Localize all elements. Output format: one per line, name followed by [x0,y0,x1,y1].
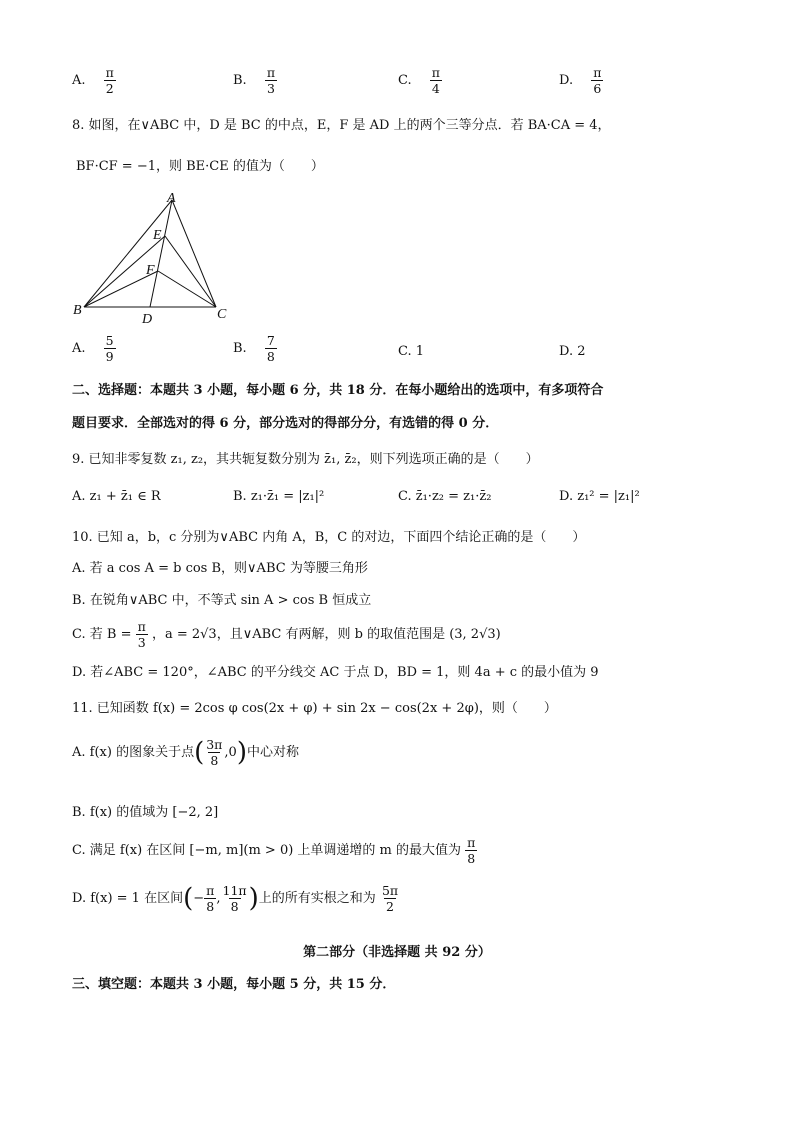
frac-num: 3π [206,737,223,752]
frac-den: 3 [266,81,275,97]
frac-den: 4 [431,81,440,97]
frac-num: π [467,835,476,850]
option-label: C. [398,73,412,89]
frac-den: 9 [105,349,114,365]
frac-num: 7 [266,333,275,348]
frac-num: π [137,619,146,634]
label-a: A [167,191,176,206]
q7-option-b [233,66,277,95]
part2-title: 第二部分（非选择题 共 92 分） [303,945,491,960]
option-label: D. [559,73,574,89]
q8-triangle-figure [70,190,240,330]
q9-option-a: A. z₁ + z̄₁ ∈ R [72,489,161,504]
frac-den: 8 [206,899,215,915]
label-e: E [153,228,162,243]
option-text: C. 满足 f(x) 在区间 [−m, m](m > 0) 上单调递增的 m 的最大值为 [72,843,462,859]
option-label: C. [398,344,412,359]
q9-option-b: B. z₁·z̄₁ = |z₁|² [233,489,325,504]
frac-num: π [431,65,440,80]
section3-heading: 三、填空题：本题共 3 小题，每小题 5 分，共 15 分． [72,977,396,992]
q10-stem: 10. 已知 a，b，c 分别为∨ABC 内角 A，B，C 的对边，下面四个结论正确的是（ ） [72,530,586,545]
option-text: C. 若 B = [72,627,132,643]
q9-option-c: C. z̄₁·z₂ = z₁·z̄₂ [398,489,492,504]
q11-option-a [72,738,299,767]
q10-option-a: A. 若 a cos A = b cos B，则∨ABC 为等腰三角形 [72,561,368,576]
option-text: D. f(x) = 1 在区间 [72,891,184,907]
option-label: A. [72,73,86,89]
frac-num: π [266,65,276,80]
segment-ce [165,236,216,307]
q8-option-b [233,334,277,363]
frac-num: π [105,65,114,80]
frac-den: 3 [137,635,146,651]
label-b: B [73,303,82,318]
frac-den: 8 [230,899,239,915]
segment-cf [158,271,216,307]
q8-stem-line2: BF·CF = −1，则 BE·CE 的值为（ ） [76,159,324,174]
edge-ab [84,200,172,307]
frac-num: 5 [105,333,114,348]
q11-stem: 11. 已知函数 f(x) = 2cos φ cos(2x + φ) + sin 2x − cos(2x + 2φ)，则（ ） [72,701,557,716]
q9-option-d: D. z₁² = |z₁|² [559,489,640,504]
option-label: B. [233,73,247,89]
q8-option-c [398,344,424,359]
option-text: ，a = 2√3，且∨ABC 有两解，则 b 的取值范围是 (3, 2√3) [151,627,501,643]
option-label: B. [233,341,247,357]
frac-num: 11π [222,883,247,898]
q7-option-d [559,66,603,95]
frac-den: 2 [105,81,114,97]
frac-den: 2 [386,899,394,915]
right-paren: ) [248,883,259,914]
q10-option-d: D. 若∠ABC = 120°，∠ABC 的平分线交 AC 于点 D，BD = 1，则 4a + c 的最小值为 9 [72,665,599,680]
median-ad [150,200,172,307]
q9-stem: 9. 已知非零复数 z₁, z₂，其共轭复数分别为 z̄₁, z̄₂，则下列选项正确的是（ ） [72,452,539,467]
q10-option-c [72,620,501,649]
label-c: C [217,307,227,322]
section2-heading-line2: 题目要求．全部选对的得 6 分，部分选对的得部分分，有选错的得 0 分． [72,416,499,431]
section2-heading-line1: 二、选择题：本题共 3 小题，每小题 6 分，共 18 分．在每小题给出的选项中，有多项符合 [72,383,604,398]
frac-num: π [593,65,602,80]
option-text: 中心对称 [246,745,299,761]
option-value: 2 [577,344,586,359]
right-paren: ) [236,737,247,768]
option-value: 1 [415,344,425,359]
label-d: D [142,312,153,327]
frac-num: 5π [381,883,399,898]
option-text: 上的所有实根之和为 [258,891,376,907]
frac-den: 8 [467,851,476,867]
q7-option-c [398,66,442,95]
q11-option-d: D. f(x) = 1 在区间(− $\frac{\pi}{8}$ , $\frac{11\pi}{8}$ )上的所有实根之和为 $\frac{5\pi}{2}$ [72,883,399,915]
left-paren: ( [183,883,194,914]
option-label: D. [559,344,574,359]
q11-option-b: B. f(x) 的值域为 [−2, 2] [72,805,219,820]
frac-den: 8 [210,753,219,769]
q8-option-a [72,334,116,363]
frac-den: 8 [266,349,275,365]
option-text: ,0 [224,745,237,761]
option-label: A. [72,341,86,357]
option-text: A. f(x) 的图象关于点 [72,745,195,761]
q7-option-a [72,66,116,95]
label-f: F [146,263,155,278]
edge-ac [172,200,216,307]
frac-den: 6 [593,81,602,97]
q10-option-b: B. 在锐角∨ABC 中，不等式 sin A > cos B 恒成立 [72,593,372,608]
q8-option-d [559,344,586,359]
q11-option-c [72,836,477,865]
q8-stem-line1: 8. 如图，在∨ABC 中，D 是 BC 的中点，E，F 是 AD 上的两个三等分点．若 BA·CA = 4， [72,118,611,133]
frac-num: π [206,883,215,898]
left-paren: ( [194,737,205,768]
